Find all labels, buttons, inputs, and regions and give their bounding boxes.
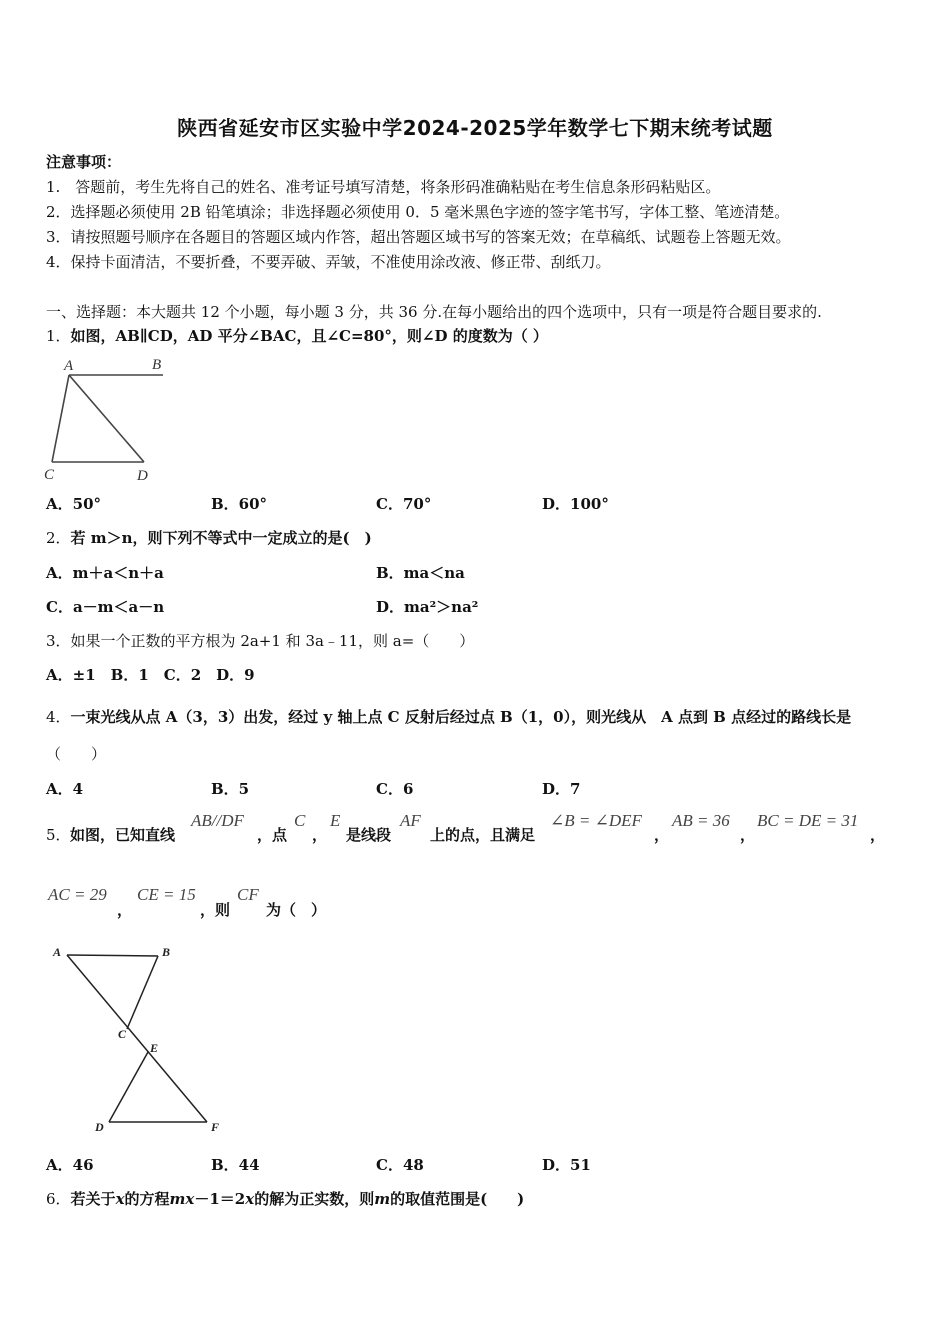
math-var: mx: [169, 1190, 195, 1208]
math-expr: BC = DE = 31: [757, 811, 859, 830]
notice-heading: 注意事项：: [46, 153, 122, 171]
question-stem: 的解为正实数，则: [254, 1190, 375, 1208]
math-expr: AB = 36: [672, 811, 730, 830]
option[interactable]: C．a－m＜a－n: [46, 598, 165, 616]
option[interactable]: B．5: [211, 780, 250, 798]
question-stem: 的方程: [124, 1190, 170, 1208]
segment-ad: [69, 375, 144, 462]
question-stem: 的取值范围是( ): [390, 1190, 525, 1208]
question-stem: 上的点，且满足: [430, 826, 536, 844]
math-expr: ∠B = ∠DEF: [550, 811, 642, 830]
label-a: A: [64, 358, 74, 374]
question-4: [46, 707, 851, 727]
option[interactable]: A．50°: [46, 495, 102, 513]
math-expr: AB//DF: [191, 811, 244, 830]
option[interactable]: D．51: [542, 1156, 591, 1174]
option[interactable]: B．44: [211, 1156, 260, 1174]
option[interactable]: B．60°: [211, 495, 268, 513]
q1-figure: [40, 352, 180, 487]
question-1: [46, 326, 548, 346]
option[interactable]: A．4: [46, 780, 84, 798]
question-stem: ，: [312, 826, 328, 844]
question-stem: ，则: [200, 901, 231, 919]
math-expr: C: [294, 811, 306, 830]
math-var: x: [245, 1190, 255, 1208]
notice-item: 3．请按照题号顺序在各题目的答题区域内作答，超出答题区域书写的答案无效；在草稿纸、试题卷上答题无效。: [46, 228, 791, 246]
q5-figure: [40, 940, 240, 1140]
option[interactable]: C．70°: [376, 495, 432, 513]
option[interactable]: A．46: [46, 1156, 94, 1174]
question-stem: 是线段: [346, 826, 392, 844]
math-expr: E: [330, 811, 341, 830]
question-number: 1．: [46, 327, 71, 345]
question-stem: 如图，AB∥CD，AD 平分∠BAC，且∠C=80°，则∠D 的度数为（ ）: [70, 327, 548, 345]
label-d: D: [137, 468, 148, 484]
question-stem: ，: [654, 826, 670, 844]
question-number: 5．: [46, 826, 71, 844]
question-stem: －1＝2: [194, 1190, 246, 1208]
segment-ab: [67, 955, 158, 956]
question-stem: ，: [740, 826, 756, 844]
option[interactable]: C．6: [376, 780, 414, 798]
label-d: D: [95, 1120, 104, 1134]
notice-item: 2．选择题必须使用 2B 铅笔填涂；非选择题必须使用 0．5 毫米黑色字迹的签字笔书写，字体工整、笔迹清楚。: [46, 203, 790, 221]
option[interactable]: D．ma²＞na²: [376, 598, 479, 616]
question-stem: 若 m＞n，则下列不等式中一定成立的是( ): [70, 529, 372, 547]
question-stem-cont: （ ）: [46, 745, 107, 763]
label-b: B: [162, 945, 171, 959]
label-c: C: [118, 1027, 127, 1041]
question-stem: 如图，已知直线: [70, 826, 176, 844]
question-number: 2．: [46, 529, 71, 547]
page-title: 陕西省延安市区实验中学2024-2025学年数学七下期末统考试题: [177, 116, 773, 140]
math-expr: CF: [237, 885, 259, 904]
question-number: 3．: [46, 632, 71, 650]
option-row[interactable]: A．±1 B．1 C．2 D．9: [46, 666, 255, 684]
math-expr: AF: [400, 811, 421, 830]
question-stem: ，: [117, 901, 133, 919]
question-stem: ，: [870, 826, 886, 844]
question-stem: 为（ ）: [266, 901, 327, 919]
label-b: B: [152, 357, 162, 373]
label-e: E: [150, 1041, 159, 1055]
option[interactable]: D．7: [542, 780, 581, 798]
math-var: m: [374, 1190, 391, 1208]
question-number: 6．: [46, 1190, 71, 1208]
option[interactable]: D．100°: [542, 495, 609, 513]
segment-ac: [52, 375, 69, 462]
option[interactable]: C．48: [376, 1156, 424, 1174]
section-heading: 一、选择题：本大题共 12 个小题，每小题 3 分，共 36 分.在每小题给出的四个选项中，只有一项是符合题目要求的.: [46, 303, 822, 321]
question-6: [46, 1189, 524, 1209]
segment-bc: [127, 956, 158, 1029]
question-stem: 一束光线从点 A（3，3）出发，经过 y 轴上点 C 反射后经过点 B（1，0），则光线从 A 点到 B 点经过的路线长是: [70, 708, 852, 726]
math-expr: AC = 29: [48, 885, 107, 904]
question-number: 4．: [46, 708, 71, 726]
question-stem: ，点: [257, 826, 288, 844]
segment-af: [67, 955, 207, 1122]
label-c: C: [44, 467, 55, 483]
label-a: A: [53, 945, 62, 959]
option[interactable]: B．ma＜na: [376, 564, 465, 582]
notice-item: 1. 答题前，考生先将自己的姓名、准考证号填写清楚，将条形码准确粘贴在考生信息条形码粘贴区。: [46, 178, 721, 196]
notice-item: 4．保持卡面清洁，不要折叠，不要弄破、弄皱，不准使用涂改液、修正带、刮纸刀。: [46, 253, 611, 271]
option[interactable]: A．m＋a＜n＋a: [46, 564, 164, 582]
label-f: F: [211, 1120, 220, 1134]
question-2: [46, 528, 372, 548]
math-var: x: [115, 1190, 125, 1208]
math-expr: CE = 15: [137, 885, 196, 904]
question-3: [46, 631, 474, 651]
question-stem: 若关于: [70, 1190, 116, 1208]
question-stem: 如果一个正数的平方根为 2a+1 和 3a﹣11，则 a=（ ）: [70, 632, 475, 650]
segment-ed: [109, 1052, 148, 1122]
